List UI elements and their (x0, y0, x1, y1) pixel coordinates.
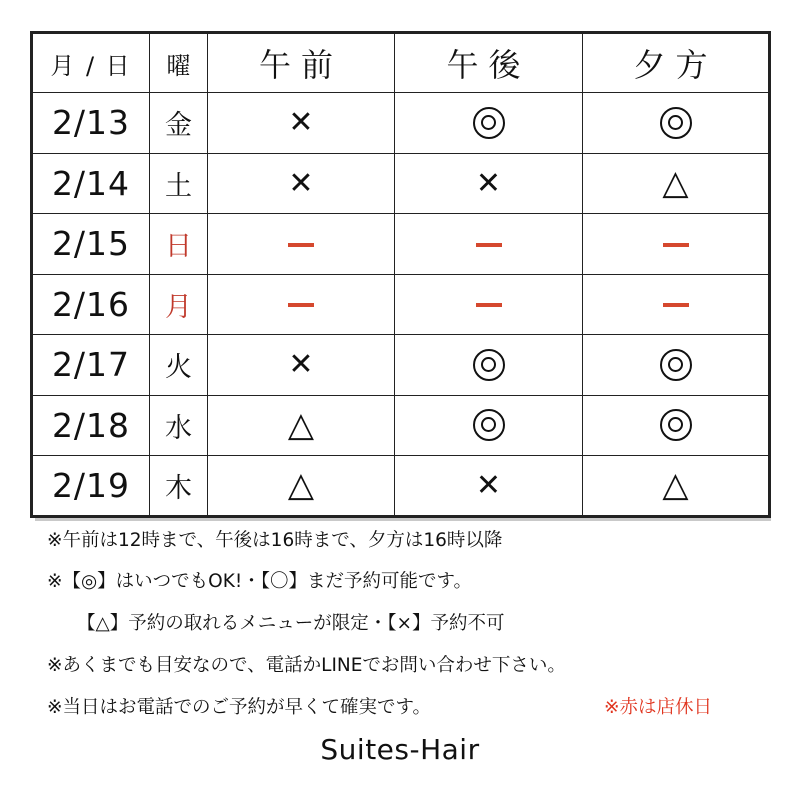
morning-cell (208, 214, 395, 275)
morning-cell (208, 274, 395, 335)
table-row (32, 395, 770, 456)
afternoon-cell (395, 335, 583, 396)
double-circle-mark-icon (473, 107, 505, 139)
date-cell: 2/18 (32, 395, 150, 456)
schedule-table (30, 31, 771, 518)
note-legend-1: ※【◎】はいつでもOK!・【〇】まだ予約可能です。 (47, 571, 473, 592)
cross-mark-icon: ✕ (475, 467, 502, 503)
double-circle-mark-icon (660, 107, 692, 139)
header-morning: 午前 (208, 33, 395, 93)
cross-mark-icon: ✕ (288, 347, 314, 383)
afternoon-cell (395, 274, 583, 335)
afternoon-cell (395, 395, 583, 456)
date-cell: 2/17 (32, 335, 150, 396)
table-row (32, 153, 770, 214)
triangle-mark-icon: △ (287, 405, 315, 446)
table-row (32, 335, 770, 396)
day-of-week-cell: 木 (150, 456, 208, 517)
date-cell: 2/15 (32, 214, 150, 275)
triangle-mark-icon: △ (287, 465, 315, 506)
evening-cell (583, 214, 770, 275)
double-circle-mark-icon (660, 349, 692, 381)
cross-mark-icon: ✕ (475, 165, 502, 201)
morning-cell (208, 335, 395, 396)
double-circle-mark-icon (473, 349, 505, 381)
afternoon-cell (395, 153, 583, 214)
cross-mark-icon: ✕ (288, 105, 314, 141)
morning-cell (208, 153, 395, 214)
afternoon-cell (395, 214, 583, 275)
note-holiday: ※赤は店休日 (604, 697, 713, 718)
date-cell: 2/16 (32, 274, 150, 335)
date-cell: 2/13 (32, 93, 150, 154)
day-of-week-cell: 金 (150, 93, 208, 154)
header-evening: 夕方 (583, 33, 770, 93)
afternoon-cell (395, 93, 583, 154)
day-of-week-cell: 火 (150, 335, 208, 396)
table-row (32, 274, 770, 335)
header-row (32, 33, 770, 93)
note-contact: ※あくまでも目安なので、電話かLINEでお問い合わせ下さい。 (47, 655, 566, 676)
dash-mark-icon (663, 303, 689, 307)
evening-cell (583, 456, 770, 517)
double-circle-mark-icon (473, 409, 505, 441)
afternoon-cell (395, 456, 583, 517)
dash-mark-icon (476, 243, 502, 247)
dash-mark-icon (663, 243, 689, 247)
evening-cell (583, 395, 770, 456)
date-cell: 2/14 (32, 153, 150, 214)
triangle-mark-icon: △ (662, 465, 689, 506)
date-cell: 2/19 (32, 456, 150, 517)
dash-mark-icon (288, 303, 314, 307)
morning-cell (208, 93, 395, 154)
day-of-week-cell: 月 (150, 274, 208, 335)
table-row (32, 214, 770, 275)
note-legend-2: 【△】予約の取れるメニューが限定・【×】予約不可 (77, 613, 505, 634)
cross-mark-icon: ✕ (288, 165, 314, 201)
day-of-week-cell: 土 (150, 153, 208, 214)
evening-cell (583, 93, 770, 154)
header-date: 月 / 日 (32, 33, 150, 93)
note-hours: ※午前は12時まで、午後は16時まで、夕方は16時以降 (47, 530, 503, 551)
dash-mark-icon (476, 303, 502, 307)
evening-cell (583, 274, 770, 335)
morning-cell (208, 456, 395, 517)
note-same-day: ※当日はお電話でのご予約が早くて確実です。 (47, 697, 432, 718)
day-of-week-cell: 日 (150, 214, 208, 275)
dash-mark-icon (288, 243, 314, 247)
evening-cell (583, 335, 770, 396)
morning-cell (208, 395, 395, 456)
triangle-mark-icon: △ (662, 163, 689, 204)
table-row (32, 456, 770, 517)
double-circle-mark-icon (660, 409, 692, 441)
header-day-of-week: 曜 (150, 33, 208, 93)
table-row (32, 93, 770, 154)
day-of-week-cell: 水 (150, 395, 208, 456)
brand-name: Suites-Hair (320, 733, 480, 766)
header-afternoon: 午後 (395, 33, 583, 93)
evening-cell (583, 153, 770, 214)
